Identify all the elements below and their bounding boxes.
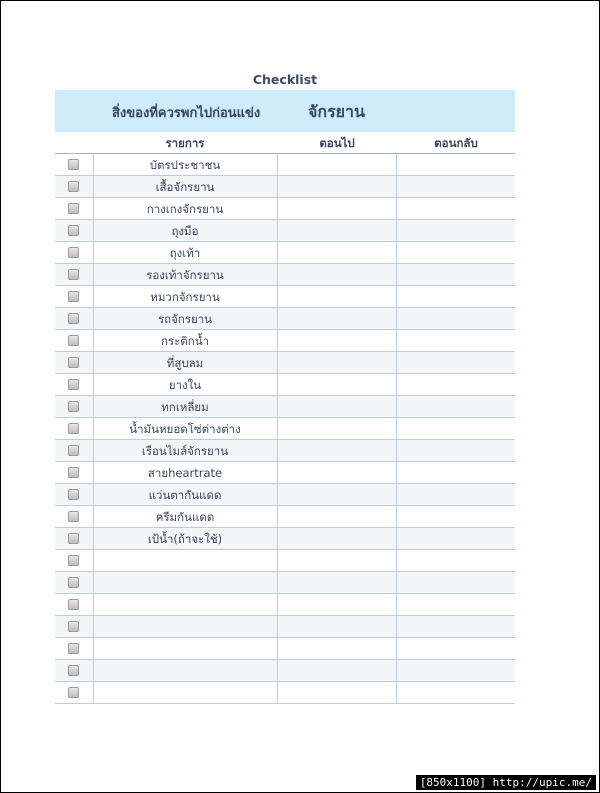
- checkbox[interactable]: [68, 401, 79, 412]
- item-label: เรือนไมล์จักรยาน: [141, 444, 229, 458]
- going-cell[interactable]: [278, 572, 397, 593]
- item-cell: [93, 286, 278, 307]
- going-cell[interactable]: [278, 484, 397, 505]
- going-cell[interactable]: [278, 550, 397, 571]
- return-cell[interactable]: [397, 396, 515, 417]
- return-cell[interactable]: [397, 286, 515, 307]
- going-cell[interactable]: [278, 220, 397, 241]
- going-cell[interactable]: [278, 418, 397, 439]
- item-label: กระติกน้ำ: [160, 334, 210, 348]
- checkbox-cell: [55, 638, 94, 659]
- return-cell[interactable]: [397, 462, 515, 483]
- going-cell[interactable]: [278, 616, 397, 637]
- checkbox[interactable]: [68, 621, 79, 632]
- item-label: ยางใน: [168, 378, 202, 392]
- checkbox-cell: [55, 682, 94, 703]
- return-cell[interactable]: [397, 528, 515, 549]
- checkbox-cell: [55, 176, 94, 197]
- going-cell[interactable]: [278, 440, 397, 461]
- checkbox[interactable]: [68, 665, 79, 676]
- item-label: หมวกจักรยาน: [150, 290, 220, 304]
- return-cell[interactable]: [397, 154, 515, 175]
- table-row: [55, 506, 515, 528]
- return-cell[interactable]: [397, 330, 515, 351]
- table-row: [55, 418, 515, 440]
- table-row: [55, 308, 515, 330]
- item-label: บัตรประชาชน: [149, 158, 221, 172]
- checkbox[interactable]: [68, 577, 79, 588]
- item-label: ครีมกันแดด: [155, 510, 215, 524]
- item-cell: [93, 198, 278, 219]
- item-label: เสื้อจักรยาน: [155, 180, 215, 194]
- checkbox-cell: [55, 220, 94, 241]
- checkbox[interactable]: [68, 203, 79, 214]
- item-label: รองเท้าจักรยาน: [146, 268, 224, 282]
- return-cell[interactable]: [397, 616, 515, 637]
- item-cell: [93, 572, 278, 593]
- item-label: ที่สูบลม: [166, 356, 204, 370]
- table-row: [55, 176, 515, 198]
- going-cell[interactable]: [278, 154, 397, 175]
- checkbox-cell: [55, 286, 94, 307]
- checkbox[interactable]: [68, 423, 79, 434]
- checkbox[interactable]: [68, 687, 79, 698]
- column-header-item: รายการ: [165, 136, 205, 150]
- return-cell[interactable]: [397, 308, 515, 329]
- return-cell[interactable]: [397, 418, 515, 439]
- checkbox[interactable]: [68, 335, 79, 346]
- going-cell[interactable]: [278, 330, 397, 351]
- table-row: [55, 198, 515, 220]
- checkbox-cell: [55, 418, 94, 439]
- item-label: ทกเหลี่ยม: [161, 400, 209, 414]
- checkbox[interactable]: [68, 291, 79, 302]
- table-row: [55, 572, 515, 594]
- return-cell[interactable]: [397, 264, 515, 285]
- item-cell: [93, 594, 278, 615]
- table-row: [55, 638, 515, 660]
- return-cell[interactable]: [397, 594, 515, 615]
- checkbox-cell: [55, 242, 94, 263]
- going-cell[interactable]: [278, 374, 397, 395]
- checkbox[interactable]: [68, 533, 79, 544]
- table-row: [55, 264, 515, 286]
- checkbox[interactable]: [68, 225, 79, 236]
- return-cell[interactable]: [397, 374, 515, 395]
- item-cell: [93, 418, 278, 439]
- checkbox[interactable]: [68, 555, 79, 566]
- table-row: [55, 462, 515, 484]
- item-label: เป้น้ำ(ถ้าจะใช้): [147, 532, 223, 546]
- checkbox[interactable]: [68, 511, 79, 522]
- return-cell[interactable]: [397, 572, 515, 593]
- checkbox-cell: [55, 528, 94, 549]
- checkbox-cell: [55, 330, 94, 351]
- checkbox[interactable]: [68, 643, 79, 654]
- table-row: [55, 374, 515, 396]
- checkbox[interactable]: [68, 357, 79, 368]
- table-row: [55, 352, 515, 374]
- going-cell[interactable]: [278, 396, 397, 417]
- checkbox[interactable]: [68, 269, 79, 280]
- table-row: [55, 682, 515, 704]
- checkbox-cell: [55, 308, 94, 329]
- return-cell[interactable]: [397, 506, 515, 527]
- checkbox-cell: [55, 440, 94, 461]
- item-label: กางเกงจักรยาน: [146, 202, 224, 216]
- checkbox-cell: [55, 154, 94, 175]
- checkbox[interactable]: [68, 599, 79, 610]
- item-label: แว่นตากันแดด: [148, 488, 222, 502]
- return-cell[interactable]: [397, 352, 515, 373]
- item-cell: [93, 660, 278, 681]
- item-cell: [93, 440, 278, 461]
- item-cell: [93, 396, 278, 417]
- return-cell[interactable]: [397, 660, 515, 681]
- checkbox-cell: [55, 374, 94, 395]
- table-row: [55, 286, 515, 308]
- going-cell[interactable]: [278, 682, 397, 703]
- item-cell: [93, 352, 278, 373]
- checkbox-cell: [55, 594, 94, 615]
- item-cell: [93, 484, 278, 505]
- table-row: [55, 330, 515, 352]
- going-cell[interactable]: [278, 506, 397, 527]
- return-cell[interactable]: [397, 198, 515, 219]
- item-cell: [93, 176, 278, 197]
- going-cell[interactable]: [278, 528, 397, 549]
- checkbox-cell: [55, 572, 94, 593]
- item-cell: [93, 308, 278, 329]
- checkbox-cell: [55, 396, 94, 417]
- going-cell[interactable]: [278, 308, 397, 329]
- item-label: ถุงมือ: [171, 224, 199, 238]
- item-cell: [93, 374, 278, 395]
- table-row: [55, 484, 515, 506]
- checkbox[interactable]: [68, 313, 79, 324]
- going-cell[interactable]: [278, 176, 397, 197]
- item-cell: [93, 330, 278, 351]
- item-label: สายheartrate: [147, 466, 223, 480]
- item-cell: [93, 220, 278, 241]
- table-row: [55, 550, 515, 572]
- item-cell: [93, 638, 278, 659]
- table-row: [55, 440, 515, 462]
- going-cell[interactable]: [278, 638, 397, 659]
- checkbox[interactable]: [68, 159, 79, 170]
- item-cell: [93, 242, 278, 263]
- return-cell[interactable]: [397, 484, 515, 505]
- item-cell: [93, 506, 278, 527]
- checkbox-cell: [55, 198, 94, 219]
- checkbox-cell: [55, 484, 94, 505]
- going-cell[interactable]: [278, 242, 397, 263]
- table-row: [55, 220, 515, 242]
- checkbox[interactable]: [68, 445, 79, 456]
- column-header-return: ตอนกลับ: [434, 136, 478, 150]
- checkbox-cell: [55, 352, 94, 373]
- checkbox-cell: [55, 462, 94, 483]
- going-cell[interactable]: [278, 198, 397, 219]
- item-label: ถุงเท้า: [169, 246, 201, 260]
- column-header-going: ตอนไป: [319, 136, 355, 150]
- item-cell: [93, 550, 278, 571]
- item-cell: [93, 682, 278, 703]
- return-cell[interactable]: [397, 638, 515, 659]
- return-cell[interactable]: [397, 242, 515, 263]
- return-cell[interactable]: [397, 440, 515, 461]
- checkbox[interactable]: [68, 247, 79, 258]
- checkbox-cell: [55, 616, 94, 637]
- going-cell[interactable]: [278, 462, 397, 483]
- item-cell: [93, 616, 278, 637]
- return-cell[interactable]: [397, 682, 515, 703]
- checkbox-cell: [55, 506, 94, 527]
- return-cell[interactable]: [397, 176, 515, 197]
- table-row: [55, 242, 515, 264]
- page-title: Checklist: [252, 72, 318, 87]
- table-row: [55, 528, 515, 550]
- checkbox-cell: [55, 550, 94, 571]
- table-row: [55, 396, 515, 418]
- item-cell: [93, 264, 278, 285]
- checkbox-cell: [55, 660, 94, 681]
- item-label: รถจักรยาน: [157, 312, 213, 326]
- going-cell[interactable]: [278, 660, 397, 681]
- table-row: [55, 594, 515, 616]
- item-cell: [93, 462, 278, 483]
- header-category: จักรยาน: [308, 102, 365, 121]
- header-subtitle: สิ่งของที่ควรพกไปก่อนแข่ง: [112, 106, 261, 121]
- table-row: [55, 616, 515, 638]
- checkbox[interactable]: [68, 467, 79, 478]
- table-row: [55, 154, 515, 176]
- checkbox[interactable]: [68, 181, 79, 192]
- return-cell[interactable]: [397, 550, 515, 571]
- going-cell[interactable]: [278, 286, 397, 307]
- going-cell[interactable]: [278, 264, 397, 285]
- checkbox[interactable]: [68, 489, 79, 500]
- item-label: น้ำมันหยอดโซ่ต่างต่าง: [129, 422, 241, 436]
- item-cell: [93, 528, 278, 549]
- checklist-table: [55, 154, 515, 704]
- going-cell[interactable]: [278, 594, 397, 615]
- checkbox[interactable]: [68, 379, 79, 390]
- return-cell[interactable]: [397, 220, 515, 241]
- item-cell: [93, 154, 278, 175]
- image-watermark: [850x1100] http://upic.me/: [416, 775, 596, 790]
- going-cell[interactable]: [278, 352, 397, 373]
- table-row: [55, 660, 515, 682]
- checkbox-cell: [55, 264, 94, 285]
